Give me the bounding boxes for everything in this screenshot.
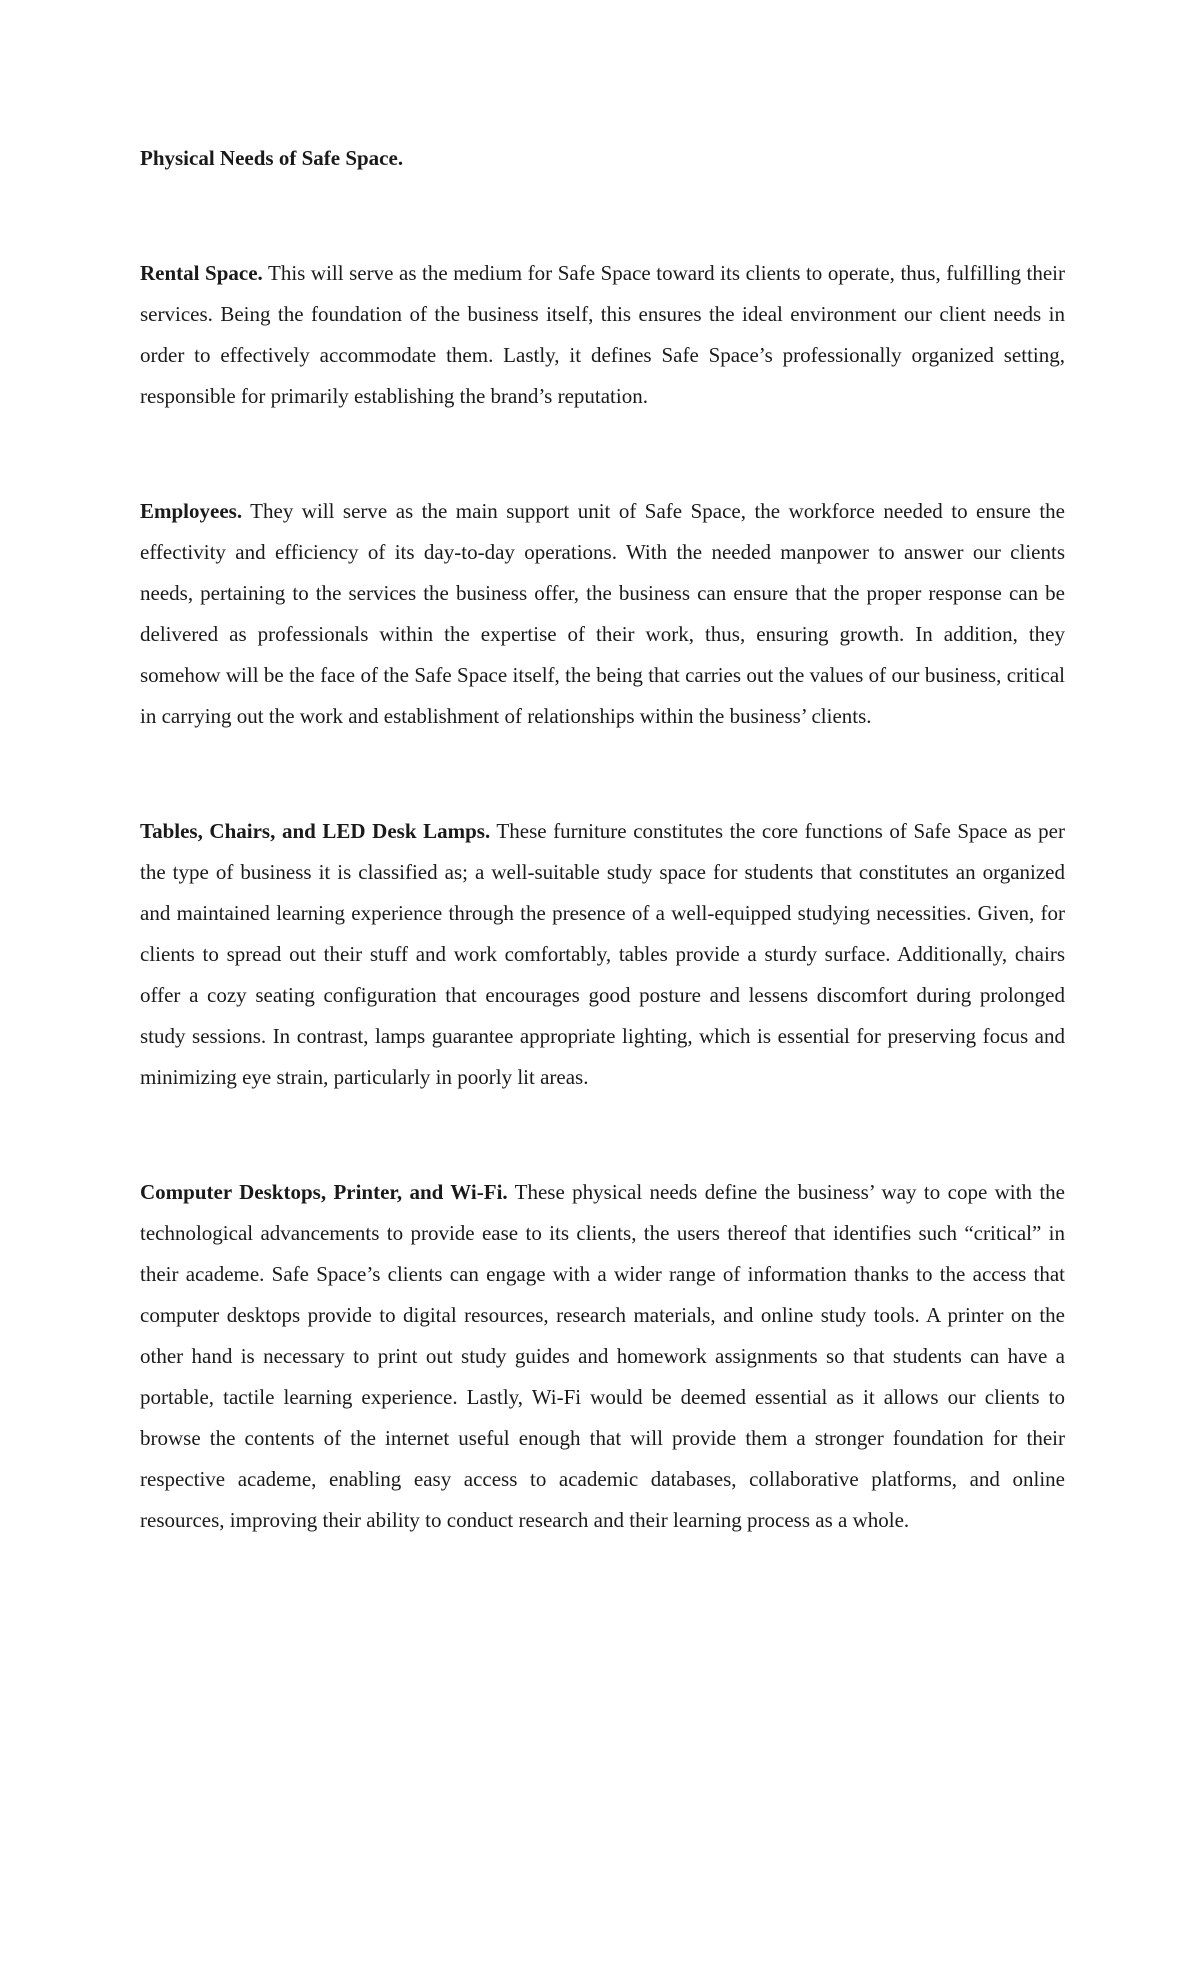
- document-title: Physical Needs of Safe Space.: [140, 146, 404, 170]
- section-body: These physical needs define the business’ way to cope with the technological advancements to provide ease to its clients, the users thereof that identifies such “critical” in their academe. Safe Space’s clients can engage with a wider range of information thanks to the access that computer desktops provide to digital resources, research materials, and online study tools. A printer on the other hand is necessary to print out study guides and homework assignments so that students can have a portable, tactile learning experience. Lastly, Wi-Fi would be deemed essential as it allows our clients to browse the contents of the internet useful enough that will provide them a stronger foundation for their respective academe, enabling easy access to academic databases, collaborative platforms, and online resources, improving their ability to conduct research and their learning process as a whole.: [140, 1180, 1065, 1532]
- section-heading: Tables, Chairs, and LED Desk Lamps.: [140, 819, 491, 843]
- section-heading: Rental Space.: [140, 261, 263, 285]
- section-rental-space: [140, 253, 1065, 417]
- section-body: These furniture constitutes the core functions of Safe Space as per the type of business it is classified as; a well-suitable study space for students that constitutes an organized and maintained learning experience through the presence of a well-equipped studying necessities. Given, for clients to spread out their stuff and work comfortably, tables provide a sturdy surface. Additionally, chairs offer a cozy seating configuration that encourages good posture and lessens discomfort during prolonged study sessions. In contrast, lamps guarantee appropriate lighting, which is essential for preserving focus and minimizing eye strain, particularly in poorly lit areas.: [140, 819, 1065, 1089]
- section-body: They will serve as the main support unit of Safe Space, the workforce needed to ensure the effectivity and efficiency of its day-to-day operations. With the needed manpower to answer our clients needs, pertaining to the services the business offer, the business can ensure that the proper response can be delivered as professionals within the expertise of their work, thus, ensuring growth. In addition, they somehow will be the face of the Safe Space itself, the being that carries out the values of our business, critical in carrying out the work and establishment of relationships within the business’ clients.: [140, 499, 1065, 728]
- section-technology: [140, 1172, 1065, 1541]
- section-employees: [140, 491, 1065, 737]
- section-body: This will serve as the medium for Safe Space toward its clients to operate, thus, fulfilling their services. Being the foundation of the business itself, this ensures the ideal environment our client needs in order to effectively accommodate them. Lastly, it defines Safe Space’s professionally organized setting, responsible for primarily establishing the brand’s reputation.: [140, 261, 1065, 408]
- document-body: [140, 138, 1065, 1541]
- title-spacer: [140, 179, 1065, 253]
- section-heading: Computer Desktops, Printer, and Wi-Fi.: [140, 1180, 508, 1204]
- section-heading: Employees.: [140, 499, 243, 523]
- section-furniture: [140, 811, 1065, 1098]
